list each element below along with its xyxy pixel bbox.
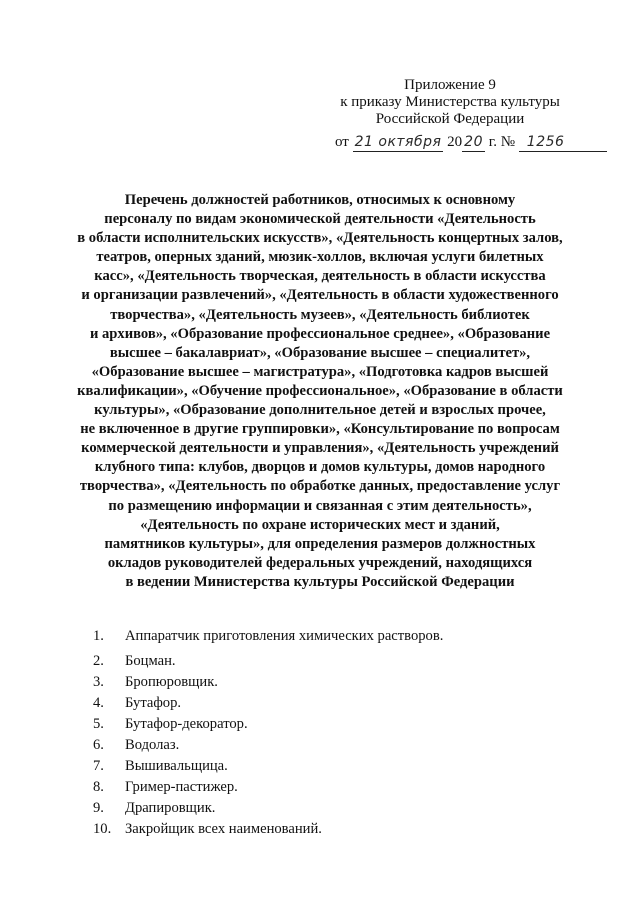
- item-text: Драпировщик.: [125, 800, 216, 816]
- item-number: 2.: [93, 653, 104, 669]
- item-number: 8.: [93, 779, 104, 795]
- item-text: Бропюровщик.: [125, 674, 218, 690]
- title-line: «Образование высшее – магистратура», «Подготовка кадров высшей: [91, 363, 549, 380]
- title-line: культуры», «Образование дополнительное детей и взрослых прочее,: [94, 402, 546, 419]
- item-text: Бутафор.: [125, 695, 182, 711]
- title-line: «Деятельность по охране исторических мест и зданий,: [140, 516, 500, 533]
- title-line: и архивов», «Образование профессиональное среднее», «Образование: [89, 325, 551, 342]
- title-line: окладов руководителей федеральных учреждений, находящихся: [107, 554, 533, 571]
- appendix-authority: Российской Федерации: [375, 111, 525, 127]
- list-item: [93, 672, 613, 693]
- year-prefix: 20: [447, 134, 463, 150]
- item-number: 10.: [93, 821, 112, 837]
- title-line: не включенное в другие группировки», «Консультирование по вопросам: [80, 421, 560, 438]
- title-line: театров, оперных зданий, мюзик-холлов, включая услуги билетных: [96, 249, 544, 266]
- list-item: [93, 798, 613, 819]
- list-item: [93, 735, 613, 756]
- item-number: 6.: [93, 737, 104, 753]
- year-suffix: г. №: [488, 134, 516, 150]
- item-text: Вышивальщица.: [125, 758, 228, 774]
- list-item: [93, 756, 613, 777]
- item-number: 1.: [93, 628, 104, 644]
- handwritten-date: 21 октября: [354, 134, 442, 150]
- title-line: касс», «Деятельность творческая, деятельность в области искусства: [94, 268, 546, 285]
- title-line: творчества», «Деятельность по обработке данных, предоставление услуг: [79, 478, 561, 495]
- title-line: в области исполнительских искусств», «Деятельность концертных залов,: [77, 230, 563, 247]
- title-line: в ведении Министерства культуры Российской Федерации: [125, 573, 515, 590]
- title-line: коммерческой деятельности и управления», «Деятельность учреждений: [81, 440, 559, 457]
- title-line: квалификации», «Обучение профессиональное», «Образование в области: [77, 382, 563, 399]
- item-number: 9.: [93, 800, 104, 816]
- item-number: 4.: [93, 695, 104, 711]
- positions-list: [93, 626, 613, 840]
- document-title: [40, 191, 600, 592]
- item-text: Закройщик всех наименований.: [125, 821, 322, 837]
- title-line: и организации развлечений», «Деятельность в области художественного: [81, 287, 559, 304]
- title-line: Перечень должностей работников, относимых к основному: [124, 192, 516, 208]
- title-line: памятников культуры», для определения размеров должностных: [104, 535, 536, 552]
- handwritten-order-number: 1256: [519, 134, 607, 152]
- list-item: [93, 693, 613, 714]
- item-text: Гример-пастижер.: [125, 779, 238, 795]
- list-item: [93, 777, 613, 798]
- item-number: 5.: [93, 716, 104, 732]
- list-item: [93, 819, 613, 840]
- list-item: [93, 651, 613, 672]
- item-text: Бутафор-декоратор.: [125, 716, 248, 732]
- handwritten-year: 20: [464, 134, 483, 150]
- order-date-line: [335, 134, 615, 152]
- item-text: Аппаратчик приготовления химических растворов.: [125, 628, 444, 644]
- appendix-header: [300, 77, 600, 128]
- title-line: по размещению информации и связанная с этим деятельность»,: [108, 497, 532, 514]
- item-number: 3.: [93, 674, 104, 690]
- title-line: клубного типа: клубов, дворцов и домов культуры, домов народного: [94, 459, 546, 476]
- date-prefix: от: [335, 134, 349, 150]
- item-number: 7.: [93, 758, 104, 774]
- list-item: [93, 626, 613, 651]
- list-item: [93, 714, 613, 735]
- item-text: Водолаз.: [125, 737, 180, 753]
- item-text: Боцман.: [125, 653, 176, 669]
- appendix-order-ref: к приказу Министерства культуры: [340, 94, 560, 110]
- appendix-number: Приложение 9: [404, 77, 496, 93]
- title-line: высшее – бакалавриат», «Образование высшее – специалитет»,: [109, 344, 531, 361]
- title-line: персоналу по видам экономической деятельности «Деятельность: [104, 211, 536, 228]
- title-line: творчества», «Деятельность музеев», «Деятельность библиотек: [110, 306, 530, 323]
